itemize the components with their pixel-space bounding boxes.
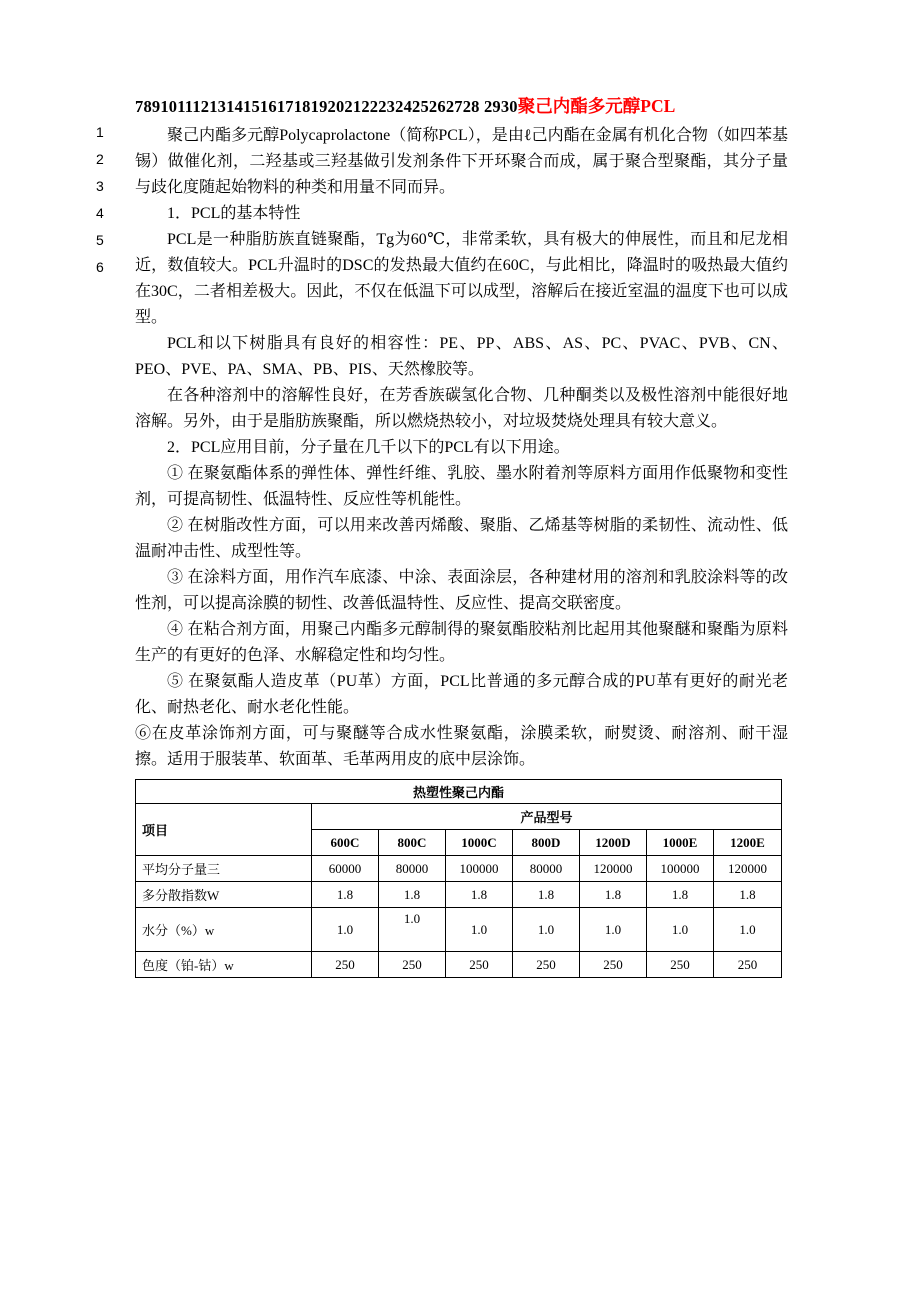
table-row	[136, 882, 782, 908]
table-row	[136, 952, 782, 978]
cell-value: 80000	[379, 856, 446, 882]
paragraph: 2．PCL应用目前，分子量在几千以下的PCL有以下用途。	[167, 439, 570, 456]
cell-value: 250	[513, 952, 580, 978]
cell-value: 1.8	[379, 882, 446, 908]
line-number: 2	[96, 151, 104, 167]
document-title-line	[135, 94, 788, 119]
table-row	[136, 856, 782, 882]
paragraph: ⑥在皮革涂饰剂方面，可与聚醚等合成水性聚氨酯，涂膜柔软，耐熨烫、耐溶剂、耐干湿擦。适用于服装革、软面革、毛革两用皮的底中层涂饰。	[135, 725, 788, 768]
item-header: 项目	[136, 804, 312, 856]
line-number: 1	[96, 124, 104, 140]
cell-value: 250	[714, 952, 782, 978]
paragraph: ② 在树脂改性方面，可以用来改善丙烯酸、聚脂、乙烯基等树脂的柔韧性、流动性、低温耐冲击性、成型性等。	[135, 517, 788, 560]
cell-value: 120000	[714, 856, 782, 882]
cell-value: 250	[312, 952, 379, 978]
cell-value: 1.0	[647, 908, 714, 952]
table-header-row	[136, 804, 782, 830]
row-label: 平均分子量三	[136, 856, 312, 882]
cell-value: 100000	[446, 856, 513, 882]
cell-value: 250	[379, 952, 446, 978]
column-header: 800D	[513, 830, 580, 856]
cell-value: 60000	[312, 856, 379, 882]
cell-value: 1.8	[446, 882, 513, 908]
paragraphs	[135, 123, 788, 773]
table-title-row	[136, 780, 782, 804]
model-header: 产品型号	[312, 804, 782, 830]
cell-value: 120000	[580, 856, 647, 882]
paragraph: PCL是一种脂肪族直链聚酯，Tg为60℃，非常柔软，具有极大的伸展性，而且和尼龙相近，数值较大。PCL升温时的DSC的发热最大值约在60C，与此相比，降温时的吸热最大值约在30C，二者相差极大。因此，不仅在低温下可以成型，溶解后在接近室温的温度下也可以成型。	[135, 231, 788, 326]
paragraph: 聚己内酯多元醇Polycaprolactone（简称PCL），是由ℓ己内酯在金属有机化合物（如四苯基锡）做催化剂，二羟基或三羟基做引发剂条件下开环聚合而成，属于聚合型聚酯，其分子量与歧化度随起始物料的种类和用量不同而异。	[135, 127, 788, 196]
row-label: 水分（%）w	[136, 908, 312, 952]
cell-value: 1.0	[446, 908, 513, 952]
cell-value: 1.8	[580, 882, 647, 908]
line-number: 6	[96, 259, 104, 275]
column-header: 1200D	[580, 830, 647, 856]
cell-value: 1.8	[647, 882, 714, 908]
row-label: 色度（铂-钴）w	[136, 952, 312, 978]
line-number-gutter	[96, 119, 114, 281]
page-title: 聚己内酯多元醇PCL	[517, 96, 676, 116]
cell-value: 1.0	[379, 908, 446, 952]
column-header: 800C	[379, 830, 446, 856]
line-number: 3	[96, 178, 104, 194]
cell-value: 1.0	[312, 908, 379, 952]
paragraph: ⑤ 在聚氨酯人造皮革（PU革）方面，PCL比普通的多元醇合成的PU革有更好的耐光老化、耐热老化、耐水老化性能。	[135, 673, 788, 716]
title-numbers: 78910111213141516171819202122232425262728 2930	[135, 97, 518, 116]
paragraph: ④ 在粘合剂方面，用聚己内酯多元醇制得的聚氨酯胶粘剂比起用其他聚醚和聚酯为原料生产的有更好的色泽、水解稳定性和均匀性。	[135, 621, 788, 664]
cell-value: 250	[580, 952, 647, 978]
column-header: 1000E	[647, 830, 714, 856]
cell-value: 250	[446, 952, 513, 978]
line-number: 4	[96, 205, 104, 221]
table-title: 热塑性聚己内酯	[136, 780, 782, 804]
column-header: 1000C	[446, 830, 513, 856]
cell-value: 100000	[647, 856, 714, 882]
paragraph: 1．PCL的基本特性	[167, 205, 301, 222]
cell-value: 1.0	[513, 908, 580, 952]
column-header: 1200E	[714, 830, 782, 856]
cell-value: 1.8	[312, 882, 379, 908]
cell-value: 250	[647, 952, 714, 978]
cell-value: 1.8	[714, 882, 782, 908]
table-body	[136, 856, 782, 978]
paragraph: ① 在聚氨酯体系的弹性体、弹性纤维、乳胶、墨水附着剂等原料方面用作低聚物和变性剂，可提高韧性、低温特性、反应性等机能性。	[135, 465, 788, 508]
cell-value: 80000	[513, 856, 580, 882]
line-number: 5	[96, 232, 104, 248]
document-content	[135, 94, 788, 978]
cell-value: 1.0	[580, 908, 647, 952]
column-header: 600C	[312, 830, 379, 856]
spec-table	[135, 779, 782, 978]
paragraph: ③ 在涂料方面，用作汽车底漆、中涂、表面涂层，各种建材用的溶剂和乳胶涂料等的改性剂，可以提高涂膜的韧性、改善低温特性、反应性、提高交联密度。	[135, 569, 788, 612]
paragraph: 在各种溶剂中的溶解性良好，在芳香族碳氢化合物、几种酮类以及极性溶剂中能很好地溶解。另外，由于是脂肪族聚酯，所以燃烧热较小，对垃圾焚烧处理具有较大意义。	[135, 387, 788, 430]
cell-value: 1.0	[714, 908, 782, 952]
paragraph: PCL和以下树脂具有良好的相容性：PE、PP、ABS、AS、PC、PVAC、PVB、CN、PEO、PVE、PA、SMA、PB、PIS、天然橡胶等。	[135, 335, 788, 378]
row-label: 多分散指数W	[136, 882, 312, 908]
cell-value: 1.8	[513, 882, 580, 908]
table-row	[136, 908, 782, 952]
